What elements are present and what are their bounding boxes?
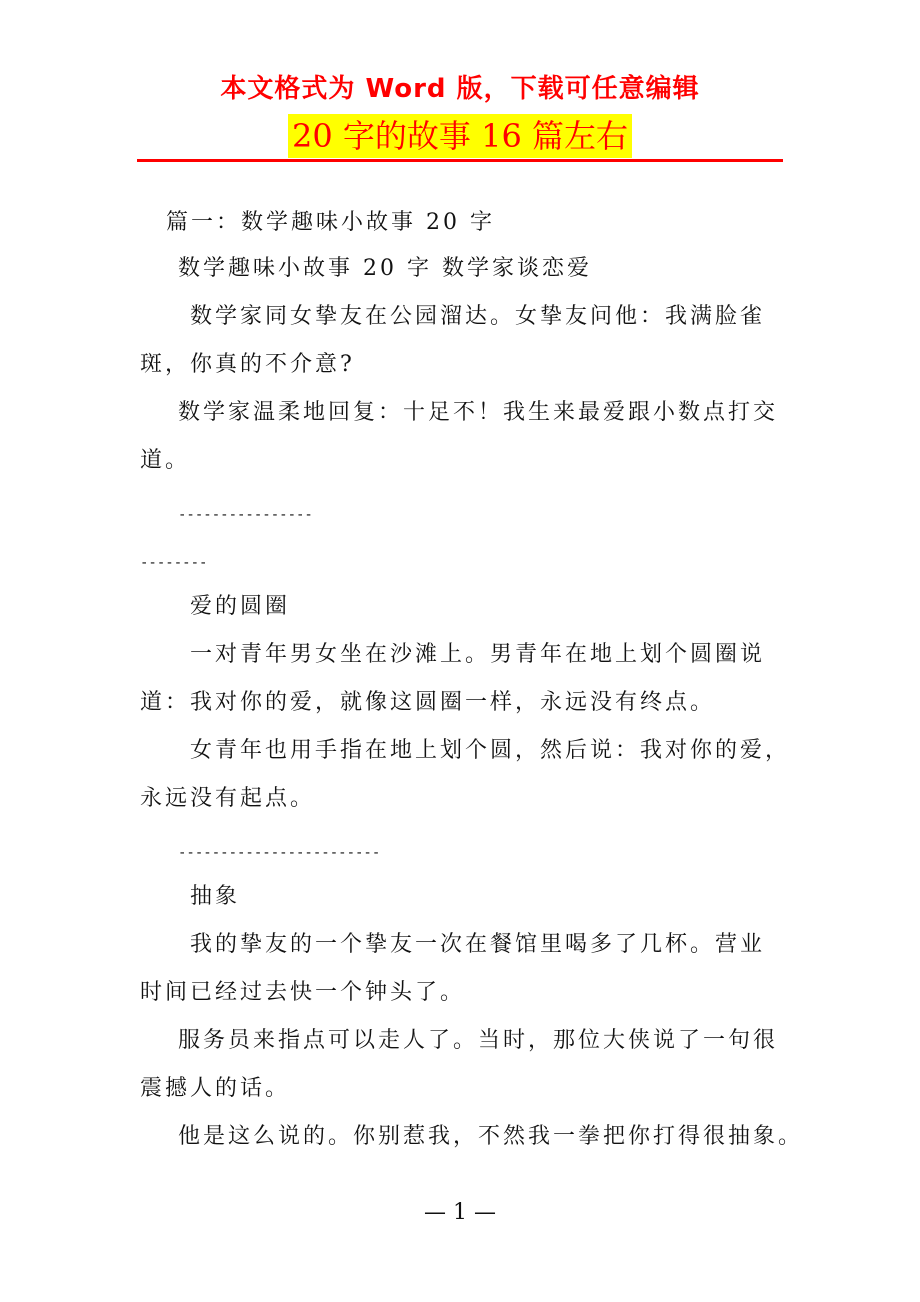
paragraph-line: 斑，你真的不介意? [140, 352, 355, 377]
paragraph-line: 永远没有起点。 [140, 786, 316, 811]
paragraph-line: 我的挚友的一个挚友一次在餐馆里喝多了几杯。营业 [190, 932, 766, 957]
paragraph-line: 服务员来指点可以走人了。当时，那位大侠说了一句很 [178, 1028, 779, 1053]
paragraph-line: 数学家同女挚友在公园溜达。女挚友问他：我满脸雀 [190, 304, 766, 329]
separator-line: ---------------- [178, 507, 313, 523]
paragraph-line: 他是这么说的。你别惹我，不然我一拳把你打得很抽象。 [178, 1124, 804, 1149]
title-container [0, 114, 920, 158]
document-title: 20 字的故事 16 篇左右 [288, 114, 632, 158]
paragraph-line: 道。 [140, 448, 191, 473]
page-number: — 1 — [424, 1200, 496, 1225]
story-title: 抽象 [190, 884, 241, 909]
paragraph-line: 时间已经过去快一个钟头了。 [140, 980, 466, 1005]
format-notice: 本文格式为 Word 版，下载可任意编辑 [220, 74, 700, 104]
paragraph-line: 震撼人的话。 [140, 1076, 291, 1101]
story-title: 爱的圆圈 [190, 594, 291, 619]
paragraph-line: 道：我对你的爱，就像这圆圈一样，永远没有终点。 [140, 690, 716, 715]
header-rule [137, 159, 783, 162]
separator-line: ------------------------ [178, 845, 381, 861]
story-title: 数学趣味小故事 20 字 数学家谈恋爱 [178, 256, 592, 281]
paragraph-line: 数学家温柔地回复：十足不！我生来最爱跟小数点打交 [178, 400, 779, 425]
section-heading: 篇一：数学趣味小故事 20 字 [166, 210, 495, 235]
separator-line: -------- [140, 555, 208, 571]
paragraph-line: 一对青年男女坐在沙滩上。男青年在地上划个圆圈说 [190, 642, 766, 667]
paragraph-line: 女青年也用手指在地上划个圆，然后说：我对你的爱， [190, 738, 791, 763]
